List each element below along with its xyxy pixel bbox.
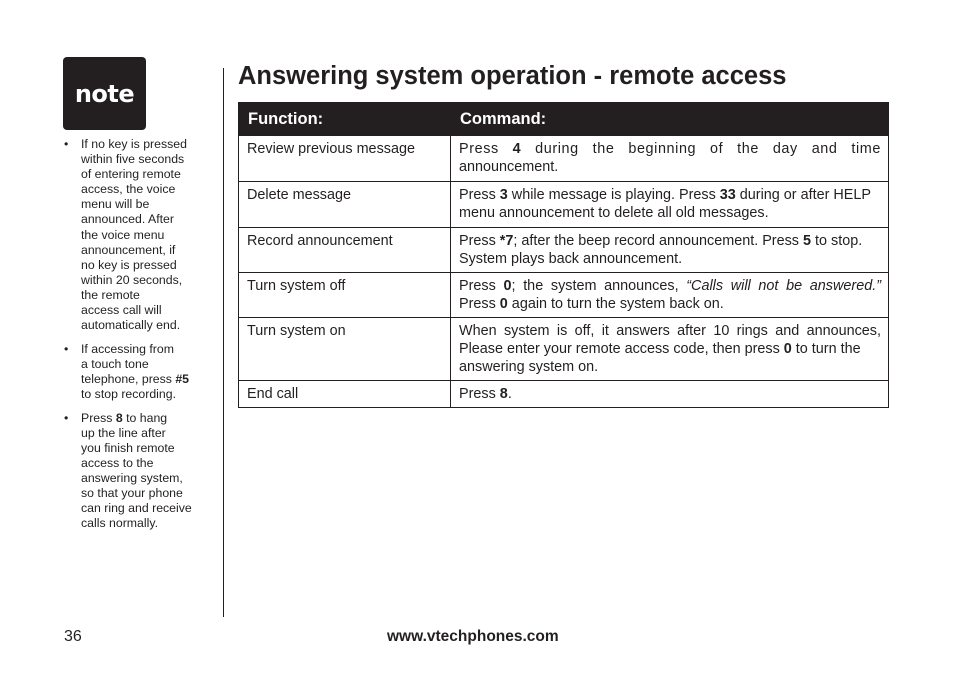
table-row [239,381,889,408]
function-cell: Review previous message [239,136,451,182]
command-line: When system is off, it answers after 10 rings and announces, [459,323,881,339]
command-line: announcement. [459,159,559,175]
command-cell [451,136,889,182]
table-row [239,273,889,318]
note-line: access, the voice [81,182,176,197]
note-line: can ring and receive [81,501,192,516]
note-line: within five seconds [81,152,185,167]
notes-list [64,137,204,540]
table-row [239,228,889,273]
command-line: System plays back announcement. [459,251,683,267]
note-item [64,342,204,402]
table-row [239,136,889,182]
note-line: to stop recording. [81,387,177,401]
function-cell: Record announcement [239,228,451,273]
command-line: menu announcement to delete all old messages. [459,205,769,221]
command-line: Press 0 again to turn the system back on. [459,296,724,312]
command-table [238,102,889,408]
command-cell [451,318,889,381]
note-line: within 20 seconds, [81,272,183,287]
note-line: the voice menu [81,227,165,242]
command-line: Press 3 while message is playing. Press 33 during or after HELP [459,187,871,203]
note-line: a touch tone [81,356,149,371]
note-line: so that your phone [81,486,183,501]
vertical-divider [223,68,224,617]
note-line: answering system, [81,470,183,485]
note-line: calls normally. [81,516,158,531]
command-line: Press 8. [459,386,512,402]
table-header-row [239,103,889,136]
note-line: no key is pressed [81,257,177,272]
command-cell [451,273,889,318]
note-line: you finish remote [81,440,175,455]
note-line: • If accessing from [81,341,174,356]
note-line: up the line after [81,425,166,440]
note-line: the remote [81,287,140,302]
command-column-header: Command: [451,103,889,136]
note-item [64,137,204,333]
command-line: answering system on. [459,359,599,375]
note-item [64,411,204,532]
command-line: Please enter your remote access code, then press 0 to turn the [459,341,861,357]
note-line: announced. After [81,212,174,227]
note-line: menu will be [81,197,150,212]
function-cell: End call [239,381,451,408]
note-line: • Press 8 to hang [81,410,168,425]
function-cell: Turn system off [239,273,451,318]
note-line: automatically end. [81,318,181,333]
function-cell: Turn system on [239,318,451,381]
table-row [239,318,889,381]
note-badge [63,57,146,130]
command-cell [451,182,889,228]
table-row [239,182,889,228]
page-title: Answering system operation - remote access [238,62,787,90]
note-line: of entering remote [81,167,181,182]
function-column-header: Function: [239,103,451,136]
page-number: 36 [64,628,82,645]
command-cell [451,228,889,273]
footer-url: www.vtechphones.com [387,628,559,645]
note-line: access call will [81,303,162,318]
command-cell [451,381,889,408]
command-line: Press 0; the system announces, “Calls will not be answered.” [459,278,881,294]
note-line: access to the [81,455,154,470]
command-line: Press *7; after the beep record announcement. Press 5 to stop. [459,233,863,249]
command-line: Press 4 during the beginning of the day and time [459,141,881,157]
note-label: note [74,79,135,108]
function-cell: Delete message [239,182,451,228]
note-line: announcement, if [81,242,176,257]
note-line: • If no key is pressed [81,137,187,151]
note-line: telephone, press #5 [81,371,190,386]
